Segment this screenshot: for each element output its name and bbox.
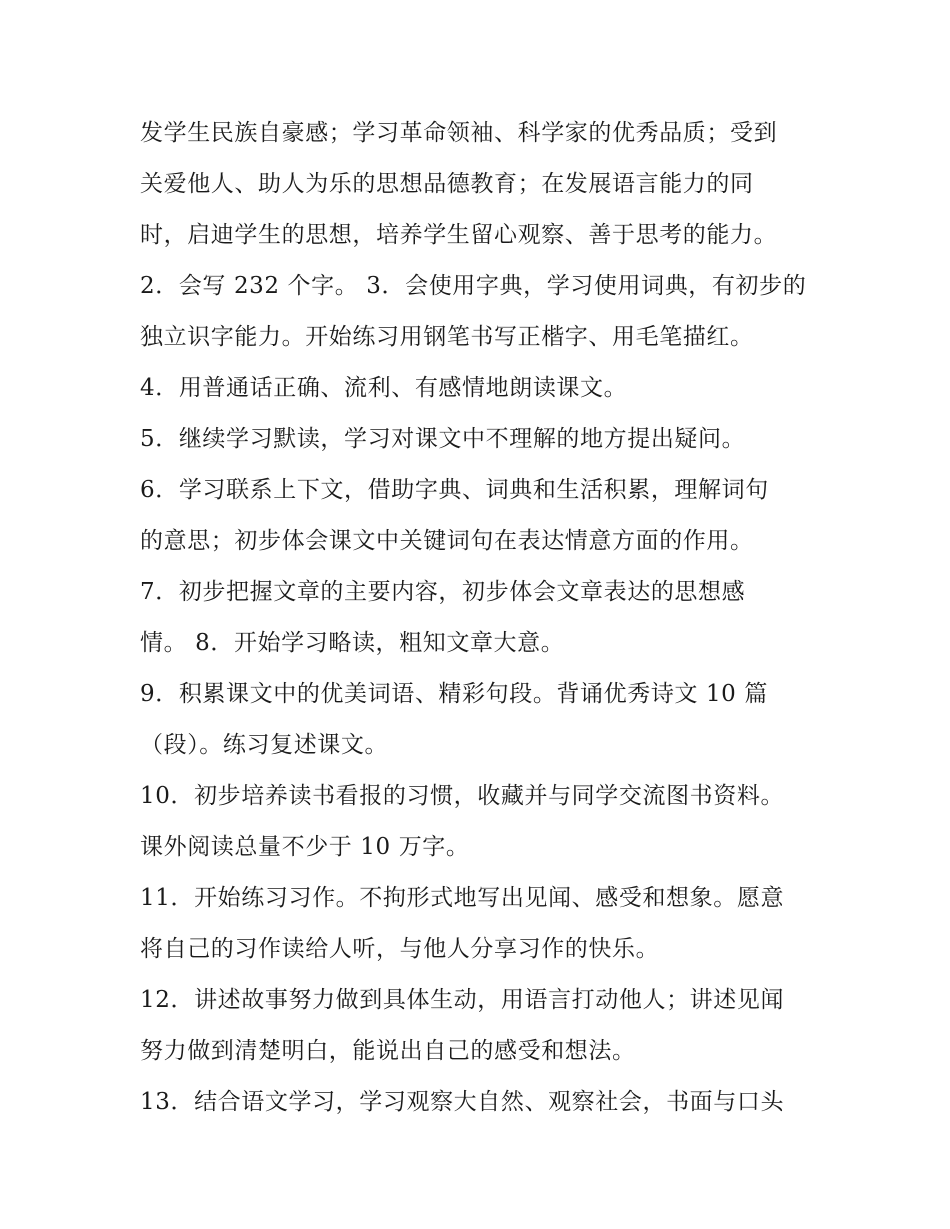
body-text (140, 108, 830, 1128)
text-line: 的意思；初步体会课文中关键词句在表达情意方面的作用。 (140, 528, 754, 554)
text-line: 关爱他人、助人为乐的思想品德教育；在发展语言能力的同 (140, 171, 754, 197)
text-line: 努力做到清楚明白，能说出自己的感受和想法。 (140, 1038, 636, 1064)
text-line: 12．讲述故事努力做到具体生动，用语言打动他人；讲述见闻 (140, 987, 785, 1013)
text-line: 7．初步把握文章的主要内容，初步体会文章表达的思想感 (140, 579, 746, 605)
text-line: 5．继续学习默读，学习对课文中不理解的地方提出疑问。 (140, 426, 746, 452)
text-line: 时，启迪学生的思想，培养学生留心观察、善于思考的能力。 (140, 222, 778, 248)
text-line: 4．用普通话正确、流利、有感情地朗读课文。 (140, 375, 628, 401)
text-line: 13．结合语文学习，学习观察大自然、观察社会，书面与口头 (140, 1089, 785, 1115)
text-line: 独立识字能力。开始练习用钢笔书写正楷字、用毛笔描红。 (140, 324, 754, 350)
text-line: 9．积累课文中的优美词语、精彩句段。背诵优秀诗文 10 篇 (140, 681, 768, 707)
text-line: 课外阅读总量不少于 10 万字。 (140, 834, 470, 860)
text-line: 10．初步培养读书看报的习惯，收藏并与同学交流图书资料。 (140, 783, 785, 809)
text-line: 发学生民族自豪感；学习革命领袖、科学家的优秀品质；受到 (140, 120, 778, 146)
text-line: 将自己的习作读给人听，与他人分享习作的快乐。 (140, 936, 660, 962)
text-line: 情。 8．开始学习略读，粗知文章大意。 (140, 630, 565, 656)
text-line: 6．学习联系上下文，借助字典、词典和生活积累，理解词句 (140, 477, 769, 503)
text-line: 11．开始练习习作。不拘形式地写出见闻、感受和想象。愿意 (140, 885, 785, 911)
text-line: （段）。练习复述课文。 (140, 732, 389, 758)
text-line: 2．会写 232 个字。 3．会使用字典，学习使用词典，有初步的 (140, 273, 807, 299)
